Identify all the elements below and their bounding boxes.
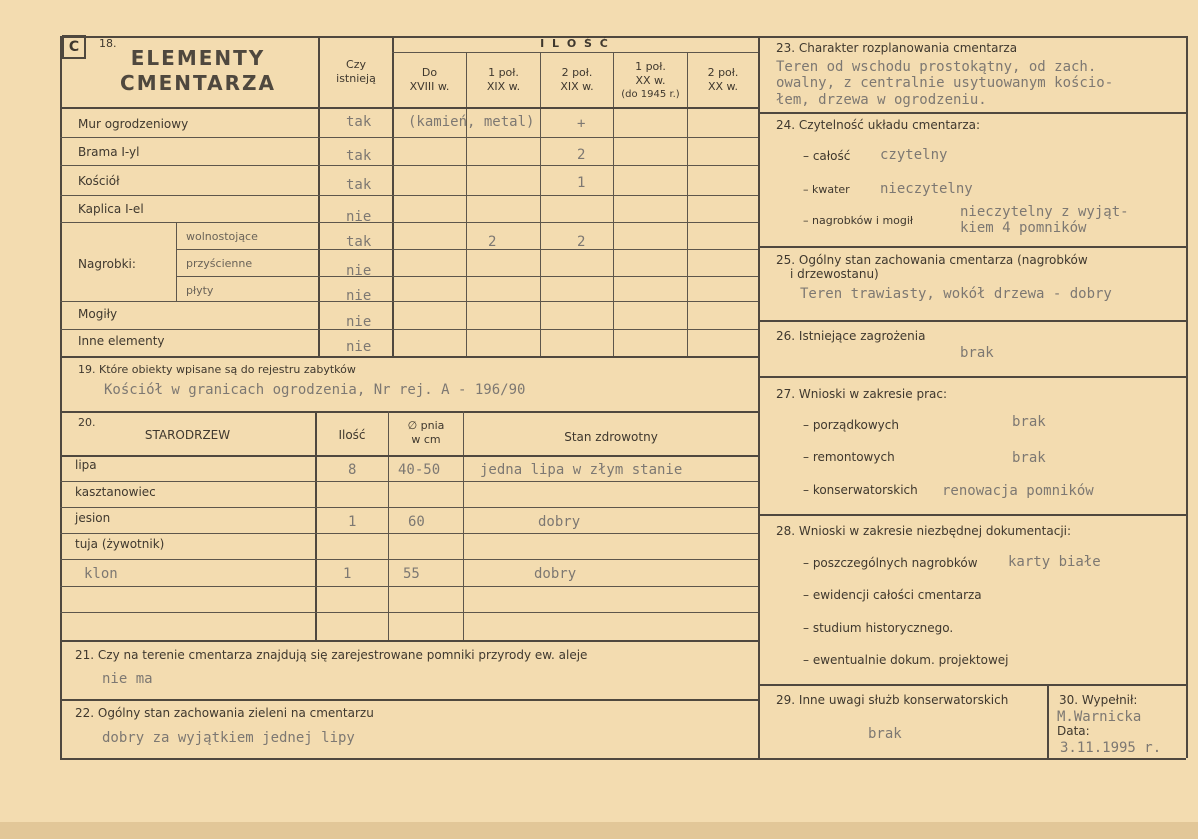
czy-label: Czy [346,58,366,71]
rule [60,507,758,508]
rule [176,276,758,277]
tree-name-klon: klon [84,566,118,582]
rule [315,411,317,640]
rule [60,586,758,587]
s24-kwater-value: nieczytelny [880,181,973,197]
s24-calosc-label: – całość [803,149,851,163]
rule [687,52,688,356]
s24-nagrobkow-value2: kiem 4 pomników [960,220,1087,236]
row-label-mogily: Mogiły [78,307,118,321]
rule [60,329,758,330]
row-label-kaplica: Kaplica I-el [78,202,144,216]
rule [392,52,758,53]
s21-value: nie ma [102,671,153,687]
row-label-inne: Inne elementy [78,334,165,348]
s30-date: 3.11.1995 r. [1060,740,1162,756]
s24-label: 24. Czytelność układu cmentarza: [776,118,981,132]
col-header-4-l2: XX w. [635,74,666,87]
rule [60,137,758,138]
rule [60,36,62,758]
s24-calosc-value: czytelny [880,147,948,163]
tree-stan-klon: dobry [534,566,577,582]
istnieja-label: istnieją [336,72,376,85]
s19-label: 19. Które obiekty wpisane są do rejestru zabytków [78,363,356,376]
row-c3-brama: 2 [577,147,586,163]
rule [60,356,758,358]
col-header-3-l2: XIX w. [560,80,594,93]
rule [60,195,758,196]
rule [758,514,1186,516]
s28-ewidencji-label: – ewidencji całości cmentarza [803,588,982,602]
s20-phi-l1: ∅ pnia [407,419,445,432]
s27-remontowych-value: brak [1012,450,1046,466]
col-header-2-l2: XIX w. [486,80,521,93]
row-label-przyscienne: przyścienne [186,257,253,270]
s25-value: Teren trawiasty, wokół drzewa - dobry [800,286,1112,302]
rule [60,455,758,457]
rule [60,640,758,642]
tree-name-kasztanowiec: kasztanowiec [75,485,156,499]
row-exists-brama: tak [346,148,372,164]
s26-label: 26. Istniejące zagrożenia [776,329,926,343]
s28-studium-label: – studium historycznego. [803,621,954,635]
s20-phi-l2: w cm [411,433,441,446]
s25-label1: 25. Ogólny stan zachowania cmentarza (nagrobków [776,253,1088,267]
s20-num: 20. [78,416,96,429]
rule [463,411,464,640]
tree-qty-jesion: 1 [348,514,357,530]
s25-label2: i drzewostanu) [790,267,879,281]
s20-stan: Stan zdrowotny [564,430,658,444]
row-c3-kosciol: 1 [577,175,586,191]
tree-name-jesion: jesion [75,511,111,525]
row-exists-inne: nie [346,339,372,355]
row-exists-kosciol: tak [346,177,372,193]
row-label-brama: Brama I-yl [78,145,140,159]
row-exists-mur: tak [346,114,372,130]
tree-phi-lipa: 40-50 [398,462,441,478]
row-exists-wolnostojace: tak [346,234,372,250]
tree-name-lipa: lipa [75,458,97,472]
rule [60,301,758,302]
tree-qty-klon: 1 [343,566,352,582]
s28-nagrobkow-label: – poszczególnych nagrobków [803,556,978,570]
s22-value: dobry za wyjątkiem jednej lipy [102,730,355,746]
rule [60,481,758,482]
col-header-1-l2: XVIII w. [409,80,450,93]
s27-porzadkowych-label: – porządkowych [803,418,899,432]
s27-label: 27. Wnioski w zakresie prac: [776,387,948,401]
s19-value: Kościół w granicach ogrodzenia, Nr rej. A - 196/90 [104,382,526,398]
rule [60,612,758,613]
s24-nagrobkow-value1: nieczytelny z wyjąt- [960,204,1129,220]
rule [540,52,541,356]
row-exists-plyty: nie [346,288,372,304]
rule [60,533,758,534]
rule [176,249,758,250]
row-exists-mogily: nie [346,314,372,330]
s24-kwater-label: – kwater [803,183,850,196]
ilosc-header: I L O Ś Ć [540,37,610,50]
row-c3-mur: + [577,116,586,132]
s30-name: M.Warnicka [1057,709,1142,725]
row-label-wolnostojace: wolnostojące [186,230,258,243]
section-number: 18. [99,37,117,50]
rule [176,222,177,301]
row-c3-wolnostojace: 2 [577,234,586,250]
s29-label: 29. Inne uwagi służb konserwatorskich [776,693,1009,707]
s24-nagrobkow-label: – nagrobków i mogił [803,214,914,227]
s22-label: 22. Ogólny stan zachowania zieleni na cmentarzu [75,706,374,720]
col-header-1-l1: Do [421,66,438,79]
rule [758,246,1186,248]
s27-porzadkowych-value: brak [1012,414,1046,430]
tree-phi-jesion: 60 [408,514,425,530]
col-header-5-l1: 2 poł. [707,66,739,79]
s20-title: STARODRZEW [144,428,231,442]
tree-stan-lipa: jedna lipa w złym stanie [480,462,683,478]
rule [758,320,1186,322]
row-label-kosciol: Kościół [78,174,120,188]
row-note-mur: (kamień, metal) [408,114,535,130]
s28-label: 28. Wnioski w zakresie niezbędnej dokumentacji: [776,524,1072,538]
tree-stan-jesion: dobry [538,514,581,530]
s30-data-label: Data: [1057,724,1090,738]
s30-label: 30. Wypełnił: [1059,693,1138,707]
nagrobki-label: Nagrobki: [78,257,136,271]
section-letter-box: C [62,35,86,59]
row-exists-kaplica: nie [346,209,372,225]
rule [758,112,1186,114]
s27-konserwatorskich-value: renowacja pomników [942,483,1094,499]
row-c2-wolnostojace: 2 [488,234,497,250]
rule [60,107,758,109]
rule [1186,36,1188,758]
s29-value: brak [868,726,902,742]
rule [60,758,1186,760]
tree-phi-klon: 55 [403,566,420,582]
rule [758,36,760,758]
s28-nagrobkow-value: karty białe [1008,554,1101,570]
rule [466,52,467,356]
rule [60,165,758,166]
s27-konserwatorskich-label: – konserwatorskich [803,483,918,497]
s23-label: 23. Charakter rozplanowania cmentarza [776,41,1018,55]
row-label-mur: Mur ogrodzeniowy [78,117,189,131]
s28-projektowej-label: – ewentualnie dokum. projektowej [803,653,1009,667]
rule [758,376,1186,378]
col-header-2-l1: 1 poł. [488,66,519,79]
col-header-5-l2: XX w. [707,80,739,93]
row-exists-przyscienne: nie [346,263,372,279]
s23-line1: Teren od wschodu prostokątny, od zach. [776,59,1097,75]
tree-qty-lipa: 8 [348,462,357,478]
rule [758,684,1186,686]
tree-name-tuja: tuja (żywotnik) [75,537,165,551]
col-header-4-l1: 1 poł. [635,60,666,73]
s20-ilosc: Ilość [338,428,366,442]
s26-value: brak [960,345,994,361]
rule [60,699,758,701]
s27-remontowych-label: – remontowych [803,450,895,464]
col-header-4-l3: (do 1945 r.) [621,89,680,100]
col-header-3-l1: 2 poł. [561,66,593,79]
rule [1047,684,1049,758]
s21-label: 21. Czy na terenie cmentarza znajdują się zarejestrowane pomniki przyrody ew. aleje [75,648,588,662]
rule [60,411,758,413]
row-label-plyty: płyty [186,284,214,297]
s23-line3: łem, drzewa w ogrodzeniu. [776,92,987,108]
rule [60,559,758,560]
card-edge [0,822,1198,839]
title-line1: ELEMENTY [130,46,266,70]
rule [60,222,758,223]
s23-line2: owalny, z centralnie usytuowanym kościo- [776,75,1114,91]
title-line2: CMENTARZA [120,71,276,95]
